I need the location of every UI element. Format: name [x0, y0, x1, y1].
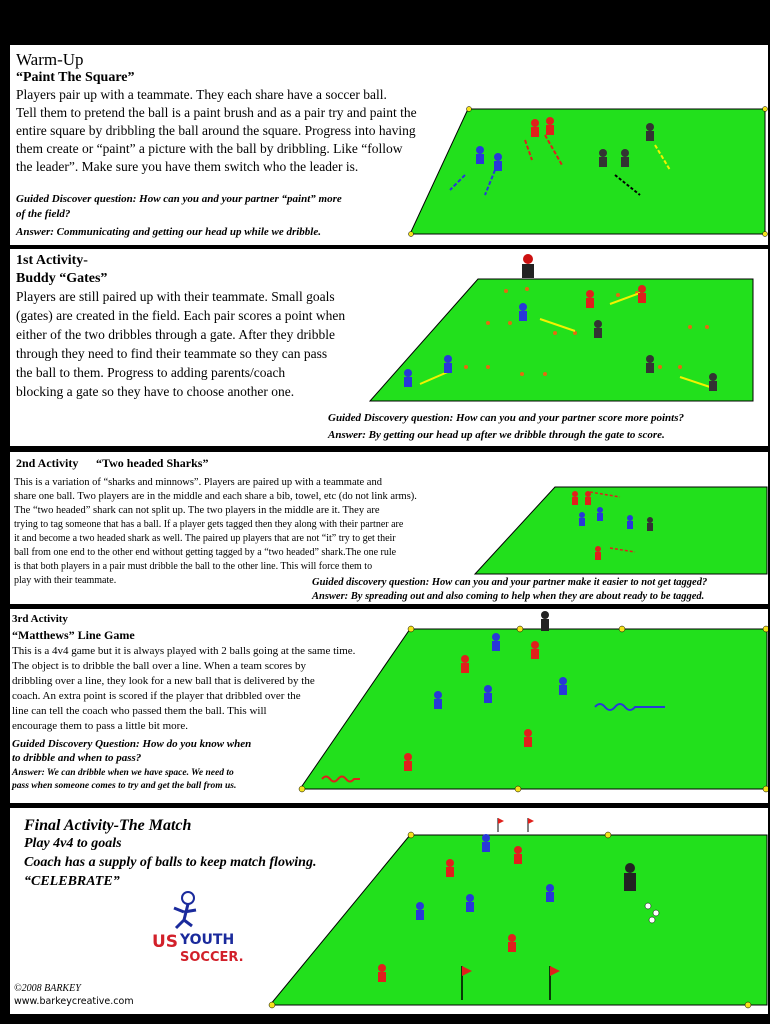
website-link[interactable]: www.barkeycreative.com [14, 996, 134, 1007]
activity3-text-line: coach. An extra point is scored if the player that dribbled over the [12, 690, 301, 702]
us-youth-soccer-logo [150, 890, 250, 980]
activity1-text-line: the ball to them. Progress to adding parents/coach [16, 365, 286, 380]
activity3-text-line: dribbling over a line, they look for a new ball that is delivered by the [12, 675, 315, 687]
activity3-text-line: The object is to dribble the ball over a line. When a team scores by [12, 660, 306, 672]
activity1-text-line: blocking a gate so they have to choose another one. [16, 384, 295, 399]
warmup-text-line: Players pair up with a teammate. They each share have a soccer ball. [16, 87, 387, 102]
copyright-text: ©2008 BARKEY [14, 983, 81, 994]
activity1-answer: Answer: By getting our head up after we dribble through the gate to score. [328, 429, 665, 441]
warmup-question: Guided Discover question: How can you and your partner “paint” more [16, 193, 342, 205]
activity3-panel [10, 609, 768, 803]
warmup-activity-name: “Paint The Square” [16, 70, 135, 85]
warmup-text-line: Tell them to pretend the ball is a paint brush and as a pair try and paint the [16, 105, 417, 120]
final-text-line: Coach has a supply of balls to keep match flowing. [24, 855, 317, 870]
activity1-name: Buddy “Gates” [16, 271, 108, 286]
activity2-heading: 2nd Activity [16, 456, 79, 470]
final-heading: Final Activity-The Match [24, 817, 192, 834]
activity2-answer: Answer: By spreading out and also coming to help when they are about ready to be tagged. [312, 591, 705, 602]
activity3-answer: Answer: We can dribble when we have space. We need to [12, 768, 234, 778]
activity2-text-line: share one ball. Two players are in the middle and each share a bib, towel, etc (do not link arms). [14, 491, 417, 502]
warmup-text-line: the leader”. Make sure you have them switch who the leader is. [16, 159, 359, 174]
logo-us-text: US [152, 932, 179, 952]
activity3-heading: 3rd Activity [12, 613, 68, 625]
activity2-question: Guided discovery question: How can you and your partner make it easier to not get tagged? [312, 577, 708, 588]
warmup-heading: Warm-Up [16, 50, 84, 69]
activity3-question: to dribble and when to pass? [12, 752, 142, 764]
coach-figure [522, 254, 534, 278]
activity1-text-line: either of the two dribbles through a gate. After they dribble [16, 327, 336, 342]
final-panel [10, 808, 768, 1014]
activity2-text-line: play with their teammate. [14, 575, 117, 586]
activity3-text-line: This is a 4v4 game but it is always played with 2 balls going at the same time. [12, 645, 356, 657]
activity2-text-line: ball from one end to the other end without getting tagged by a “two headed” shark.The one rule [14, 547, 397, 558]
activity3-question: Guided Discovery Question: How do you know when [12, 738, 252, 750]
activity3-name: “Matthews” Line Game [12, 628, 135, 642]
final-text-line: “CELEBRATE” [24, 874, 120, 889]
activity1-heading: 1st Activity- [16, 253, 88, 268]
activity2-text-line: is that both players in a pair must dribble the ball to the other line. This will force them to [14, 561, 373, 572]
final-text-line: Play 4v4 to goals [24, 836, 122, 851]
final-field [10, 808, 768, 1014]
activity2-name: “Two headed Sharks” [96, 456, 209, 470]
activity2-text-line: it and become a two headed shark as well. The paired up players that are not “it” try to get their [14, 533, 396, 544]
warmup-question: of the field? [16, 208, 71, 220]
activity2-text-line: trying to tag someone that has a ball. If a player gets tagged then they along with their partner are [14, 519, 404, 530]
activity1-text-line: (gates) are created in the field. Each pair scores a point when [16, 308, 346, 323]
activity3-text-line: encourage them to pass a little bit more. [12, 720, 188, 732]
activity3-answer: pass when someone comes to try and get the ball from us. [12, 781, 237, 791]
activity1-panel [10, 249, 768, 446]
activity1-text-line: through they need to find their teammate so they can pass [16, 346, 328, 361]
activity2-text-line: This is a variation of “sharks and minnows”. Players are paired up with a teammate and [14, 477, 382, 488]
activity2-panel [10, 452, 768, 604]
logo-soccer-text: SOCCER. [180, 950, 244, 965]
logo-youth-text: YOUTH [180, 932, 235, 948]
warmup-text-line: them create or “paint” a picture with the ball by dribbling. Like “follow [16, 141, 403, 156]
warmup-answer: Answer: Communicating and getting our head up while we dribble. [16, 226, 321, 238]
activity1-text-line: Players are still paired up with their teammate. Small goals [16, 289, 335, 304]
activity3-text-line: line can tell the coach who passed them the ball. This will [12, 705, 267, 717]
warmup-text-line: entire square by dribbling the ball around the square. Progress into having [16, 123, 416, 138]
activity2-text-line: The “two headed” shark can not split up. The two players in the middle are it. They are [14, 505, 380, 516]
activity1-question: Guided Discovery question: How can you and your partner score more points? [328, 412, 684, 424]
warmup-panel [10, 45, 768, 245]
lesson-title-line1: U-8 Lesson Plan: Cooperatively Competing [184, 21, 586, 39]
